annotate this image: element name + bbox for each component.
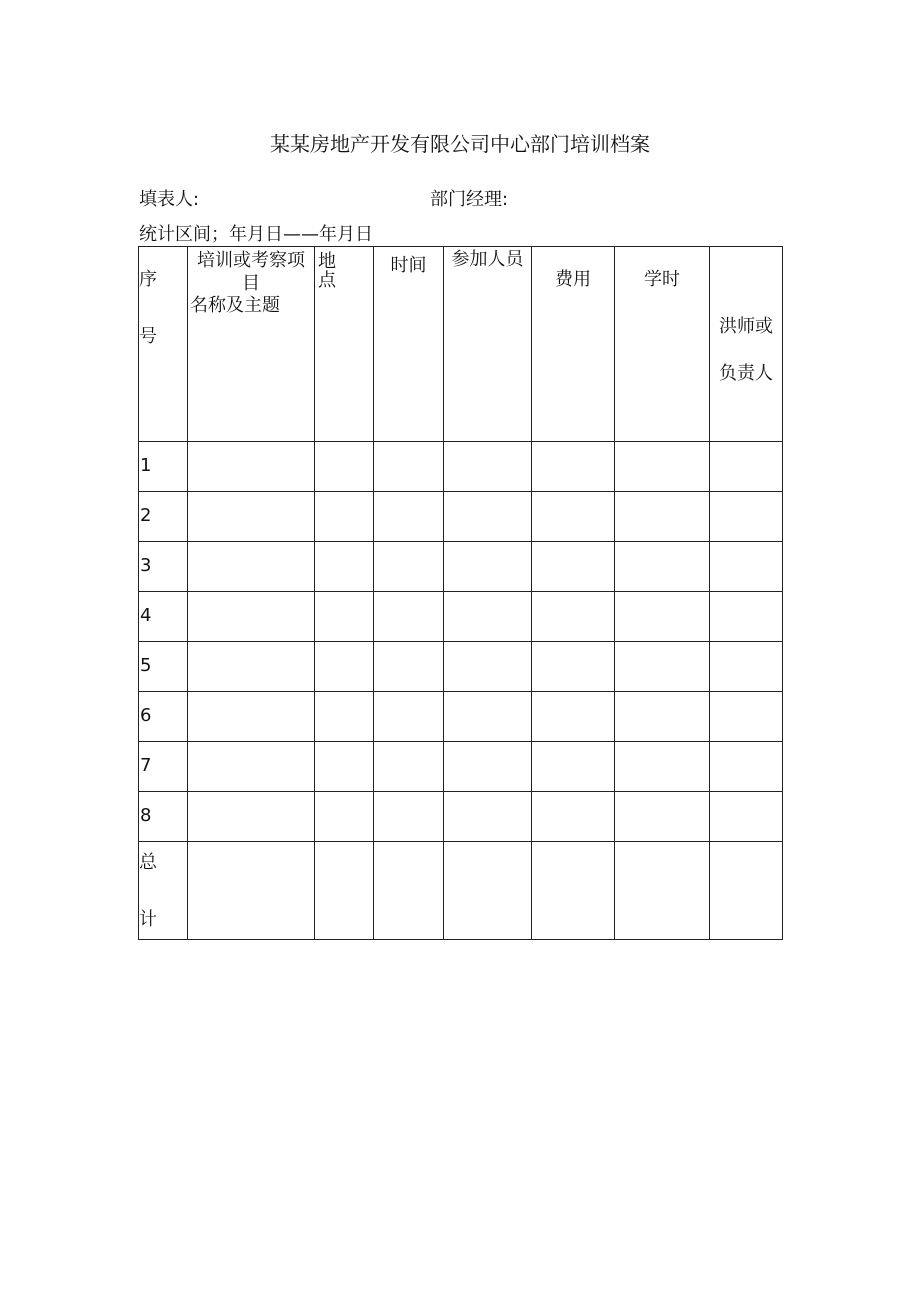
header-seq — [139, 247, 188, 442]
table-row — [139, 442, 783, 492]
table-row — [139, 592, 783, 642]
cell-cost — [532, 742, 615, 792]
cell-participants — [444, 542, 532, 592]
cell-time — [374, 642, 444, 692]
cell-time — [374, 542, 444, 592]
header-item — [188, 247, 315, 442]
cell-time — [374, 442, 444, 492]
cell-cost — [532, 442, 615, 492]
row-number: 2 — [139, 492, 188, 542]
document-title: 某某房地产开发有限公司中心部门培训档案 — [270, 132, 650, 156]
cell-place — [315, 542, 374, 592]
total-line1: 总 — [139, 852, 157, 873]
total-item — [188, 842, 315, 940]
cell-lead — [710, 442, 783, 492]
header-place — [315, 247, 374, 442]
header-participants — [444, 247, 532, 442]
cell-participants — [444, 792, 532, 842]
total-participants — [444, 842, 532, 940]
header-lead-line1: 洪师或 — [719, 316, 773, 337]
header-cost — [532, 247, 615, 442]
total-line2: 计 — [139, 908, 157, 930]
header-seq-line1: 序 — [139, 269, 157, 290]
header-row — [139, 247, 783, 442]
row-number: 8 — [139, 792, 188, 842]
cell-participants — [444, 692, 532, 742]
filler-label: 填表人: — [139, 189, 200, 210]
cell-item — [188, 792, 315, 842]
cell-item — [188, 692, 315, 742]
cell-place — [315, 592, 374, 642]
cell-lead — [710, 592, 783, 642]
header-hours-label: 学时 — [644, 269, 680, 290]
cell-item — [188, 642, 315, 692]
header-hours — [615, 247, 710, 442]
cell-place — [315, 442, 374, 492]
table-row — [139, 542, 783, 592]
training-archive-table — [138, 246, 783, 940]
cell-cost — [532, 692, 615, 742]
cell-time — [374, 742, 444, 792]
cell-place — [315, 492, 374, 542]
cell-cost — [532, 592, 615, 642]
total-cost — [532, 842, 615, 940]
cell-hours — [615, 442, 710, 492]
total-label-cell — [139, 842, 188, 940]
row-number: 6 — [139, 692, 188, 742]
cell-hours — [615, 592, 710, 642]
header-item-line3: 名称及主题 — [190, 295, 280, 316]
manager-label: 部门经理: — [430, 189, 509, 210]
total-row — [139, 842, 783, 940]
cell-hours — [615, 792, 710, 842]
period-label: 统计区间；年月日——年月日 — [139, 224, 373, 245]
row-number: 5 — [139, 642, 188, 692]
table-row — [139, 692, 783, 742]
cell-item — [188, 492, 315, 542]
header-cost-label: 费用 — [555, 269, 591, 290]
header-lead-line2: 负责人 — [719, 362, 773, 384]
cell-time — [374, 792, 444, 842]
cell-hours — [615, 692, 710, 742]
header-lead — [710, 247, 783, 442]
cell-place — [315, 692, 374, 742]
cell-hours — [615, 742, 710, 792]
total-place — [315, 842, 374, 940]
cell-hours — [615, 542, 710, 592]
header-place-line1: 地 — [318, 251, 336, 272]
header-item-line1: 培训或考察项 — [197, 250, 305, 271]
total-time — [374, 842, 444, 940]
cell-lead — [710, 642, 783, 692]
cell-cost — [532, 492, 615, 542]
table-row — [139, 492, 783, 542]
row-number: 7 — [139, 742, 188, 792]
table-row — [139, 642, 783, 692]
cell-hours — [615, 642, 710, 692]
table-row — [139, 792, 783, 842]
cell-lead — [710, 742, 783, 792]
cell-cost — [532, 642, 615, 692]
cell-lead — [710, 492, 783, 542]
row-number: 4 — [139, 592, 188, 642]
row-number: 1 — [139, 442, 188, 492]
header-time — [374, 247, 444, 442]
cell-lead — [710, 692, 783, 742]
cell-participants — [444, 492, 532, 542]
header-seq-line2: 号 — [139, 325, 157, 347]
header-time-label: 时间 — [390, 255, 427, 276]
cell-time — [374, 492, 444, 542]
cell-participants — [444, 592, 532, 642]
cell-place — [315, 792, 374, 842]
cell-item — [188, 442, 315, 492]
header-place-line2: 点 — [318, 269, 336, 291]
cell-participants — [444, 442, 532, 492]
cell-place — [315, 642, 374, 692]
cell-item — [188, 742, 315, 792]
cell-participants — [444, 642, 532, 692]
header-item-line2: 目 — [242, 272, 260, 294]
cell-item — [188, 592, 315, 642]
table-row — [139, 742, 783, 792]
cell-hours — [615, 492, 710, 542]
cell-participants — [444, 742, 532, 792]
cell-time — [374, 592, 444, 642]
cell-place — [315, 742, 374, 792]
header-participants-label: 参加人员 — [451, 249, 524, 270]
cell-lead — [710, 542, 783, 592]
cell-cost — [532, 542, 615, 592]
total-lead — [710, 842, 783, 940]
cell-time — [374, 692, 444, 742]
cell-lead — [710, 792, 783, 842]
row-number: 3 — [139, 542, 188, 592]
total-hours — [615, 842, 710, 940]
cell-item — [188, 542, 315, 592]
cell-cost — [532, 792, 615, 842]
